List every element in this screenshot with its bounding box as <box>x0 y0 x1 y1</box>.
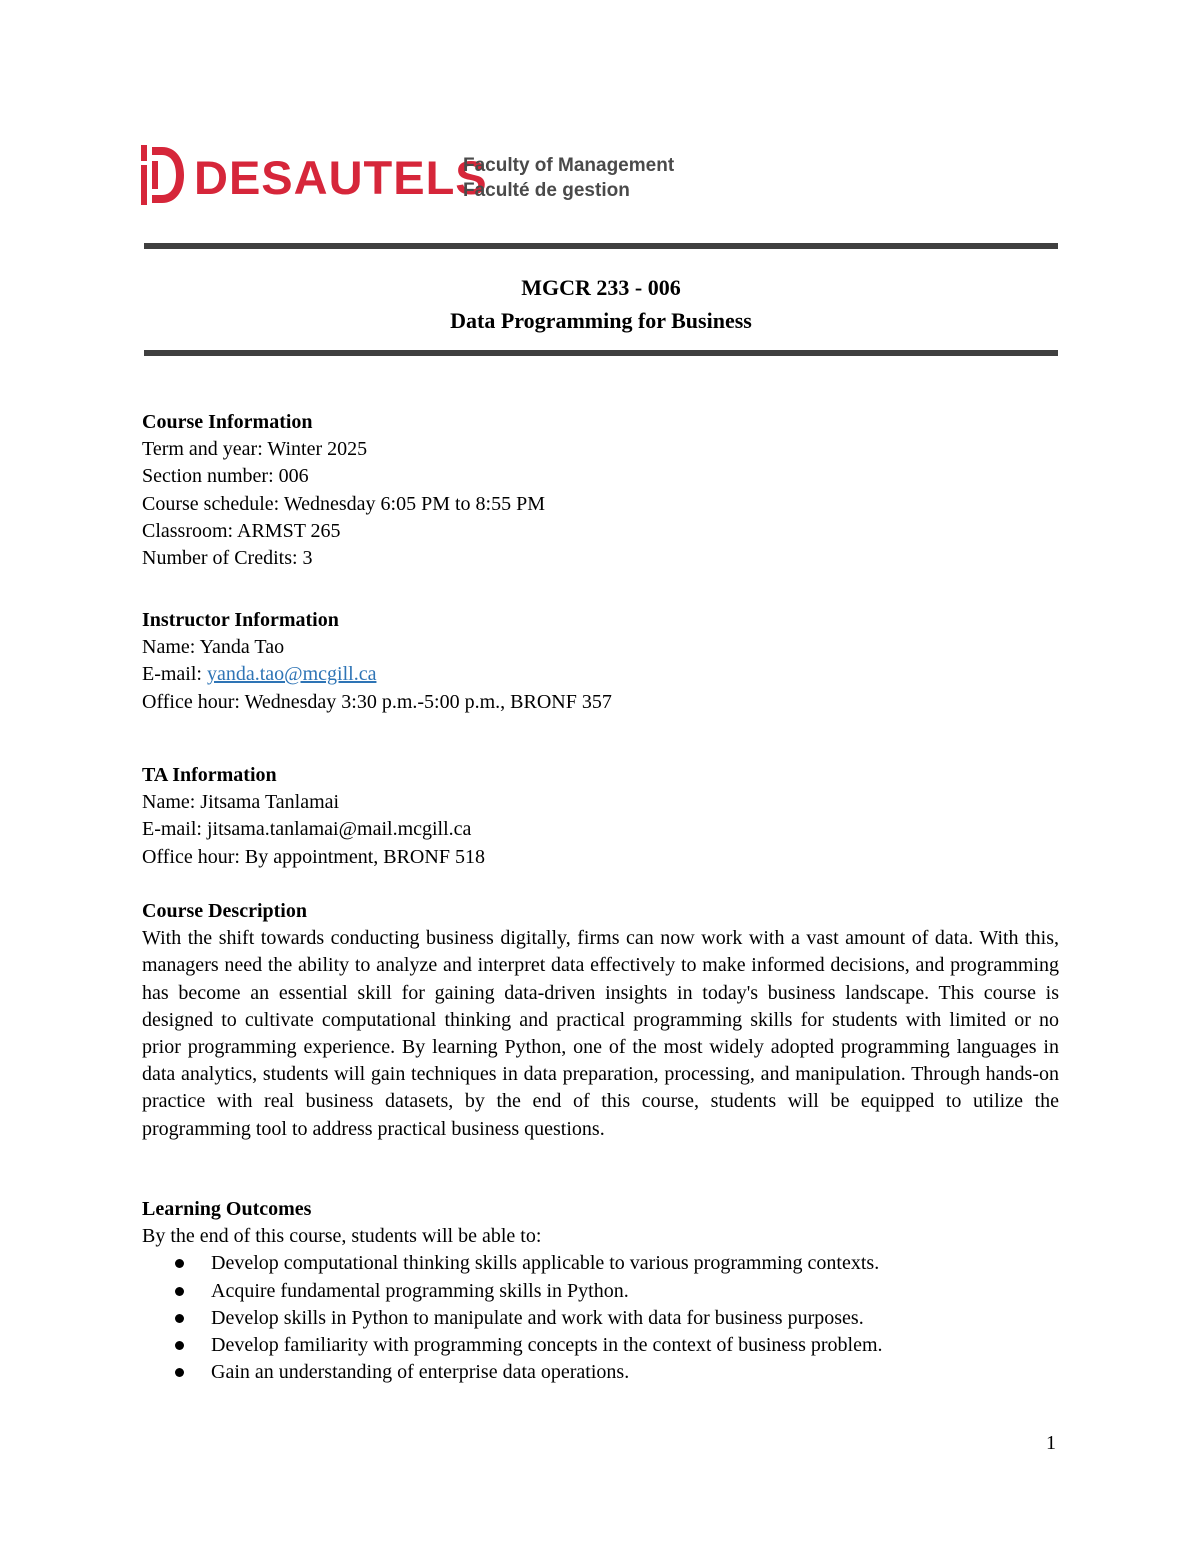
course-info-credits: Number of Credits: 3 <box>142 547 313 570</box>
instructor-email-link[interactable]: yanda.tao@mcgill.ca <box>206 663 377 686</box>
description-section <box>142 898 1059 1143</box>
bullet-icon <box>175 1341 184 1350</box>
list-item <box>142 1332 1059 1359</box>
outcomes-intro: By the end of this course, students will be able to: <box>142 1225 542 1248</box>
list-item-text: Develop computational thinking skills applicable to various programming contexts. <box>211 1252 880 1275</box>
title-rule-bottom <box>144 350 1058 356</box>
page-number: 1 <box>1046 1432 1056 1454</box>
list-item-text: Gain an understanding of enterprise data operations. <box>211 1361 630 1384</box>
ta-name: Name: Jitsama Tanlamai <box>142 791 340 814</box>
logo-tagline-fr: Faculté de gestion <box>463 180 630 201</box>
list-item <box>142 1278 1059 1305</box>
instructor-name: Name: Yanda Tao <box>142 636 285 659</box>
ta-email: E-mail: jitsama.tanlamai@mail.mcgill.ca <box>142 818 472 841</box>
description-heading: Course Description <box>142 900 307 922</box>
title-rule-top <box>144 243 1058 249</box>
course-info-section-number: Section number: 006 <box>142 465 309 488</box>
instructor-section <box>142 607 1059 716</box>
instructor-office-hour: Office hour: Wednesday 3:30 p.m.-5:00 p.m., BRONF 357 <box>142 690 612 713</box>
desautels-d-logo-icon <box>140 143 186 207</box>
logo-brand-text: DESAUTELS <box>194 151 488 204</box>
desautels-logo <box>140 140 700 210</box>
course-info-section <box>142 409 1059 572</box>
list-item <box>142 1305 1059 1332</box>
ta-section <box>142 762 1059 871</box>
list-item <box>142 1250 1059 1277</box>
instructor-email-line <box>142 661 1059 688</box>
list-item <box>142 1359 1059 1386</box>
outcomes-heading: Learning Outcomes <box>142 1198 312 1220</box>
outcomes-section <box>142 1196 1059 1386</box>
course-info-term: Term and year: Winter 2025 <box>142 438 368 461</box>
course-title: Data Programming for Business <box>450 308 752 333</box>
list-item-text: Acquire fundamental programming skills in Python. <box>211 1279 629 1302</box>
course-info-heading: Course Information <box>142 411 313 433</box>
ta-office-hour: Office hour: By appointment, BRONF 518 <box>142 845 485 868</box>
course-code: MGCR 233 - 006 <box>521 275 681 300</box>
course-info-classroom: Classroom: ARMST 265 <box>142 519 341 542</box>
instructor-heading: Instructor Information <box>142 609 339 631</box>
description-text: With the shift towards conducting business digitally, firms can now work with a vast amount of data. With this, managers need the ability to analyze and interpret data effectively to make informed decisions, and programming has become an essential skill for gaining data-driven insights in today's business landscape. This course is designed to cultivate computational thinking and practical programming skills for students with limited or no prior programming experience. By learning Python, one of the most widely adopted programming languages in data analytics, students will gain techniques in data preparation, processing, and manipulation. Through hands-on practice with real business datasets, by the end of this course, students will be equipped to utilize the programming tool to address practical business questions. <box>142 927 1059 1140</box>
ta-heading: TA Information <box>142 764 277 786</box>
course-info-schedule: Course schedule: Wednesday 6:05 PM to 8:55 PM <box>142 492 545 515</box>
outcomes-list <box>142 1250 1059 1386</box>
list-item-text: Develop skills in Python to manipulate and work with data for business purposes. <box>211 1306 864 1329</box>
bullet-icon <box>175 1368 184 1377</box>
instructor-email-label: E-mail: <box>142 663 207 686</box>
logo-tagline-en: Faculty of Management <box>463 155 675 176</box>
list-item-text: Develop familiarity with programming concepts in the context of business problem. <box>211 1334 883 1357</box>
bullet-icon <box>175 1259 184 1268</box>
bullet-icon <box>175 1287 184 1296</box>
bullet-icon <box>175 1314 184 1323</box>
